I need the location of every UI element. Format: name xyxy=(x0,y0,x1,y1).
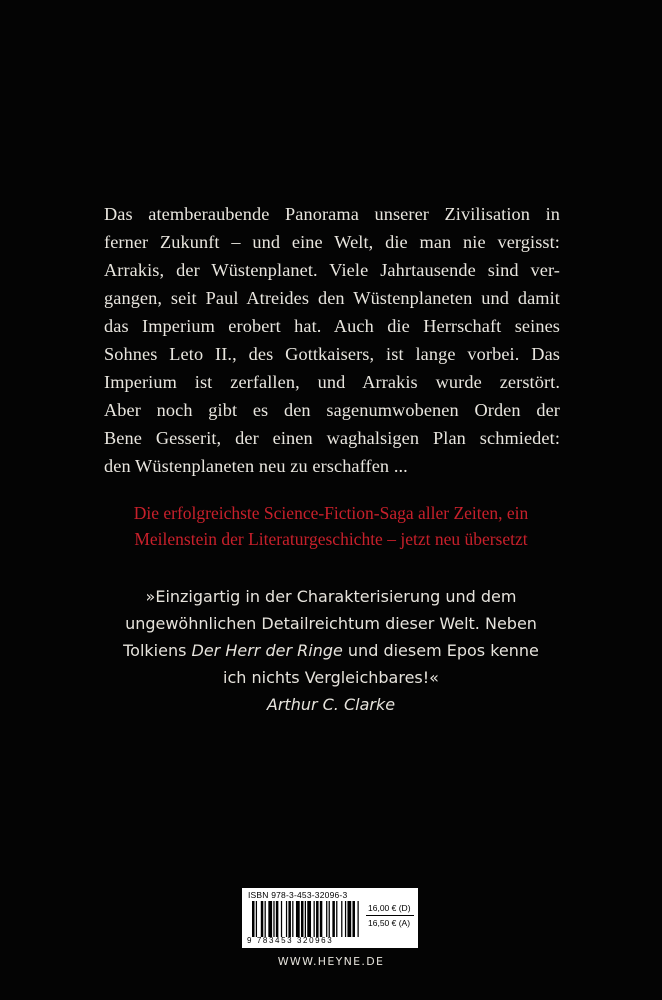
barcode-bar xyxy=(341,901,342,937)
barcode-bar xyxy=(320,901,323,937)
barcode-bar xyxy=(273,901,274,937)
barcode-bar xyxy=(301,901,304,937)
barcode-bar xyxy=(276,901,279,937)
barcode-bar xyxy=(332,901,335,937)
barcode-bar xyxy=(316,901,319,937)
barcode-bar xyxy=(305,901,306,937)
price-austria: 16,50 € (A) xyxy=(368,918,411,928)
blurb-line: Arrakis, der Wüstenplanet. Viele Jahrtausende sind ver- xyxy=(104,260,560,280)
ean-digits: 9 783453 320963 xyxy=(247,936,334,945)
barcode-bar xyxy=(314,901,315,937)
barcode-bar xyxy=(296,901,300,937)
barcode-bar xyxy=(252,901,255,937)
barcode-bar xyxy=(326,901,327,937)
blurb-line: das Imperium erobert hat. Auch die Herrschaft seines xyxy=(104,316,560,336)
blurb-text xyxy=(104,200,560,480)
quote-line: ungewöhnlichen Detailreichtum dieser Welt. Neben xyxy=(125,614,537,633)
barcode-bar xyxy=(336,901,337,937)
review-quote xyxy=(60,583,602,718)
tagline xyxy=(60,500,602,552)
ean-barcode xyxy=(252,901,360,937)
tagline-line: Die erfolgreichste Science-Fiction-Saga aller Zeiten, ein xyxy=(133,503,529,523)
book-title-reference: Der Herr der Ringe xyxy=(191,641,343,660)
blurb-line: Imperium ist zerfallen, und Arrakis wurde zerstört. xyxy=(104,372,560,392)
barcode-bar xyxy=(345,901,346,937)
barcode-bar xyxy=(357,901,358,937)
barcode-bar xyxy=(261,901,264,937)
blurb-line: Das atemberaubende Panorama unserer Zivilisation in xyxy=(104,204,560,224)
quote-line: »Einzigartig in der Charakterisierung und dem xyxy=(145,587,517,606)
price-germany: 16,00 € (D) xyxy=(366,901,414,916)
barcode-bar xyxy=(288,901,291,937)
barcode-bar xyxy=(347,901,351,937)
quote-line: ich nichts Vergleichbares!« xyxy=(223,668,439,687)
quote-text: und diesem Epos kenne xyxy=(342,641,539,660)
tagline-line: Meilenstein der Literaturgeschichte – jetzt neu übersetzt xyxy=(134,529,528,549)
barcode-bar xyxy=(329,901,330,937)
barcode-bar xyxy=(256,901,257,937)
price-block xyxy=(366,901,414,935)
blurb-line: ferner Zukunft – und eine Welt, die man nie vergisst: xyxy=(104,232,560,252)
isbn-number: ISBN 978-3-453-32096-3 xyxy=(248,890,348,900)
blurb-line: den Wüstenplaneten neu zu erschaffen ... xyxy=(104,456,408,476)
blurb-line: Aber noch gibt es den sagenumwobenen Orden der xyxy=(104,400,560,420)
blurb-line: gangen, seit Paul Atreides den Wüstenplaneten und damit xyxy=(104,288,560,308)
barcode-bar xyxy=(352,901,355,937)
quote-author: Arthur C. Clarke xyxy=(266,695,396,714)
blurb-line: Sohnes Leto II., des Gottkaisers, ist lange vorbei. Das xyxy=(104,344,560,364)
quote-line xyxy=(60,637,602,664)
blurb-line: Bene Gesserit, der einen waghalsigen Plan schmiedet: xyxy=(104,428,560,448)
barcode-bar xyxy=(281,901,282,937)
barcode-label xyxy=(242,888,418,948)
publisher-website: WWW.HEYNE.DE xyxy=(277,955,385,968)
barcode-bar xyxy=(268,901,272,937)
barcode-bar xyxy=(292,901,293,937)
quote-text: Tolkiens xyxy=(123,641,192,660)
barcode-bar xyxy=(265,901,266,937)
barcode-bar xyxy=(286,901,287,937)
barcode-bar xyxy=(307,901,311,937)
